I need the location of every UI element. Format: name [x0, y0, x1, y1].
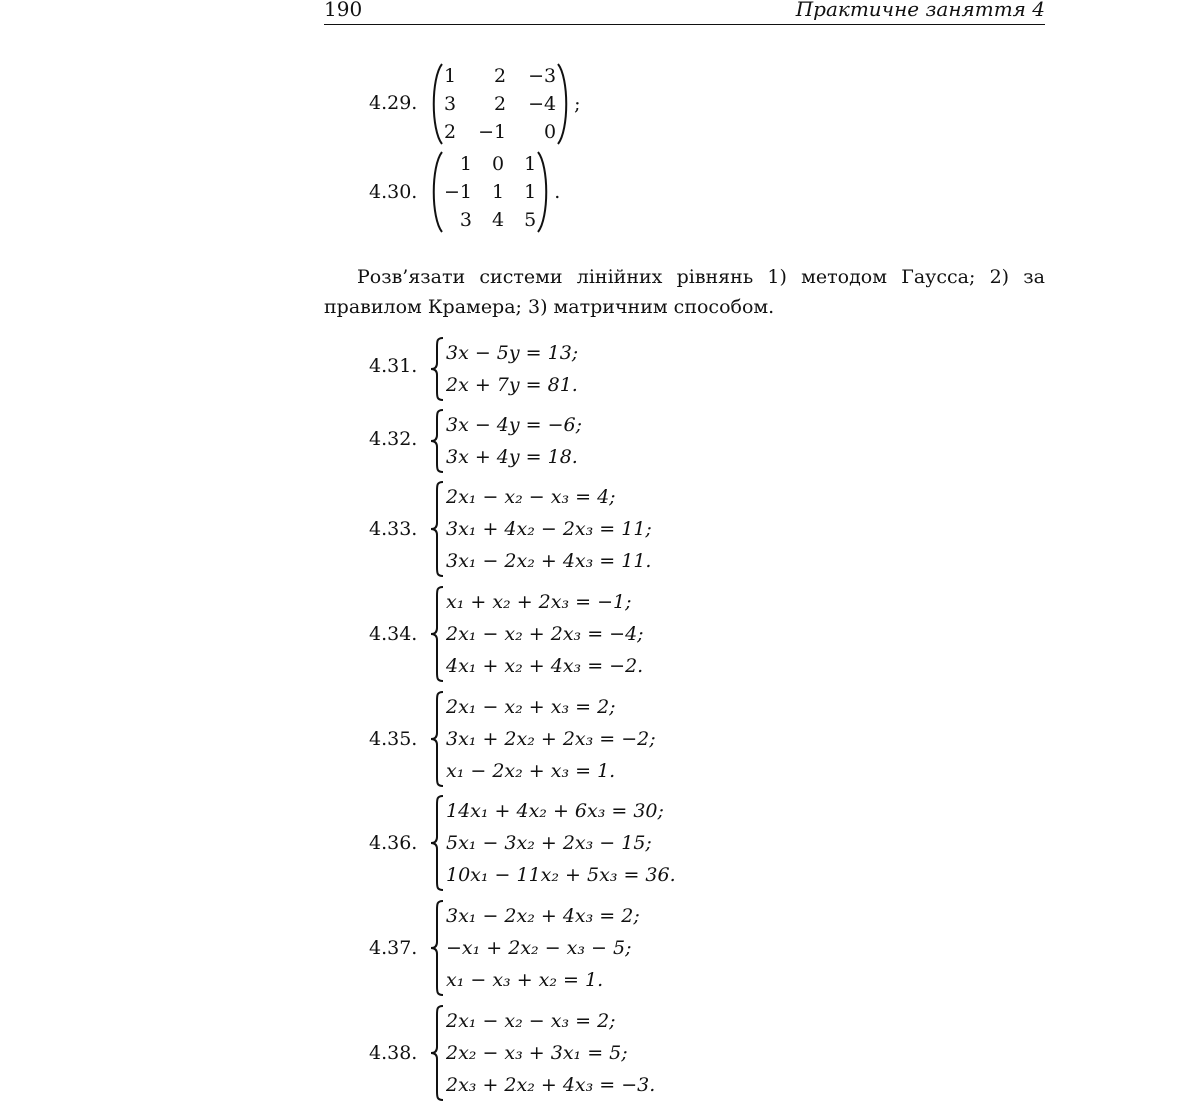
- page-header: [324, 0, 1045, 25]
- exercise-label: 4.34.: [369, 623, 418, 645]
- running-title: Практичне заняття 4: [795, 0, 1045, 21]
- left-paren: [430, 62, 444, 146]
- equation: 14x₁ + 4x₂ + 6x₃ = 30;: [446, 800, 664, 822]
- matrix-cell: 1: [524, 153, 537, 175]
- punctuation: ;: [574, 93, 581, 115]
- matrix-cell: −3: [528, 65, 557, 87]
- equation-list: [446, 691, 656, 787]
- left-brace: [430, 1005, 444, 1101]
- matrix-cell: 0: [492, 153, 505, 175]
- exercise-label: 4.31.: [369, 355, 418, 377]
- system-4-38: [430, 1005, 655, 1101]
- equation-list: [446, 795, 676, 891]
- left-brace: [430, 586, 444, 682]
- matrix-cell: 3: [444, 93, 457, 115]
- equation: x₁ + x₂ + 2x₃ = −1;: [446, 591, 632, 613]
- equation-list: [446, 337, 578, 401]
- matrix-cell: 0: [544, 121, 557, 143]
- left-brace: [430, 795, 444, 891]
- equation: 3x₁ − 2x₂ + 4x₃ = 11.: [446, 550, 652, 572]
- equation: 3x + 4y = 18.: [446, 446, 578, 468]
- page-number: 190: [324, 0, 363, 21]
- matrix-grid: [444, 62, 556, 146]
- equation: 3x₁ + 4x₂ − 2x₃ = 11;: [446, 518, 652, 540]
- equation: x₁ − x₃ + x₂ = 1.: [446, 969, 604, 991]
- left-brace: [430, 481, 444, 577]
- equation: 2x₁ − x₂ + 2x₃ = −4;: [446, 623, 644, 645]
- system-4-36: [430, 795, 676, 891]
- exercise-label: 4.36.: [369, 832, 418, 854]
- equation: −x₁ + 2x₂ − x₃ − 5;: [446, 937, 632, 959]
- matrix-cell: −1: [444, 181, 473, 203]
- matrix-cell: −1: [478, 121, 507, 143]
- system-4-34: [430, 586, 644, 682]
- system-4-31: [430, 337, 578, 401]
- matrix-cell: −4: [528, 93, 557, 115]
- left-brace: [430, 691, 444, 787]
- matrix-cell: 1: [459, 153, 473, 175]
- equation: 3x − 5y = 13;: [446, 342, 579, 364]
- matrix-grid: [444, 150, 536, 234]
- equation: 3x − 4y = −6;: [446, 414, 583, 436]
- equation: 5x₁ − 3x₂ + 2x₃ − 15;: [446, 832, 652, 854]
- matrix-cell: 5: [524, 209, 537, 231]
- right-paren: [536, 150, 550, 234]
- matrix-4-30: [430, 150, 560, 234]
- equation-list: [446, 586, 644, 682]
- system-4-35: [430, 691, 656, 787]
- equation: x₁ − 2x₂ + x₃ = 1.: [446, 760, 616, 782]
- exercise-label: 4.29.: [369, 92, 418, 114]
- punctuation: .: [554, 181, 561, 203]
- left-brace: [430, 900, 444, 996]
- system-4-33: [430, 481, 652, 577]
- matrix-cell: 2: [444, 121, 457, 143]
- equation: 2x + 7y = 81.: [446, 374, 578, 396]
- equation-list: [446, 1005, 655, 1101]
- equation-list: [446, 481, 652, 577]
- equation-list: [446, 409, 582, 473]
- equation: 3x₁ − 2x₂ + 4x₃ = 2;: [446, 905, 640, 927]
- exercise-label: 4.33.: [369, 518, 418, 540]
- matrix-cell: 1: [444, 65, 457, 87]
- left-brace: [430, 337, 444, 401]
- equation-list: [446, 900, 640, 996]
- equation: 2x₁ − x₂ − x₃ = 4;: [446, 486, 616, 508]
- equation: 2x₁ − x₂ + x₃ = 2;: [446, 696, 616, 718]
- exercise-label: 4.32.: [369, 428, 418, 450]
- left-paren: [430, 150, 444, 234]
- equation: 2x₂ − x₃ + 3x₁ = 5;: [446, 1042, 628, 1064]
- matrix-cell: 3: [459, 209, 473, 231]
- matrix-cell: 1: [492, 181, 505, 203]
- matrix-cell: 1: [524, 181, 537, 203]
- equation: 4x₁ + x₂ + 4x₃ = −2.: [446, 655, 644, 677]
- equation: 2x₁ − x₂ − x₃ = 2;: [446, 1010, 616, 1032]
- equation: 2x₃ + 2x₂ + 4x₃ = −3.: [446, 1074, 656, 1096]
- exercise-label: 4.38.: [369, 1042, 418, 1064]
- left-brace: [430, 409, 444, 473]
- matrix-cell: 4: [492, 209, 505, 231]
- system-4-32: [430, 409, 582, 473]
- right-paren: [556, 62, 570, 146]
- equation: 10x₁ − 11x₂ + 5x₃ = 36.: [446, 864, 676, 886]
- system-4-37: [430, 900, 640, 996]
- exercise-label: 4.35.: [369, 728, 418, 750]
- exercise-label: 4.30.: [369, 181, 418, 203]
- exercise-label: 4.37.: [369, 937, 418, 959]
- matrix-cell: 2: [494, 65, 507, 87]
- matrix-cell: 2: [494, 93, 507, 115]
- equation: 3x₁ + 2x₂ + 2x₃ = −2;: [446, 728, 656, 750]
- instructions-paragraph: Розв’язати системи лінійних рівнянь 1) методом Гаусса; 2) за правилом Крамера; 3) матричним способом.: [324, 266, 1045, 318]
- matrix-4-29: [430, 62, 581, 146]
